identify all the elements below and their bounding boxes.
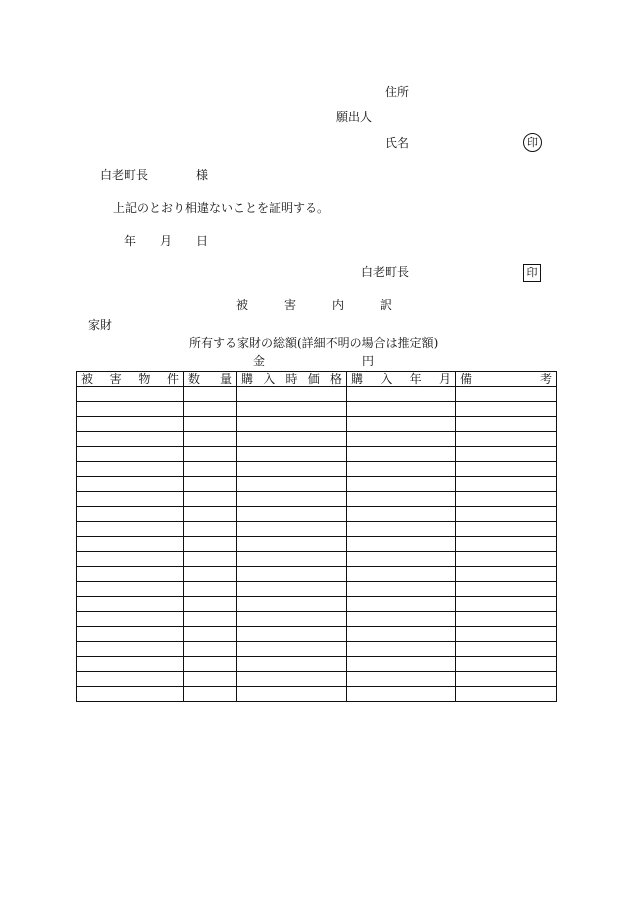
addressee-honorific: 様: [196, 168, 209, 182]
table-cell[interactable]: [347, 507, 456, 522]
table-cell[interactable]: [347, 672, 456, 687]
table-row: [77, 462, 557, 477]
table-cell[interactable]: [456, 612, 557, 627]
amount-prefix: 金: [253, 354, 266, 368]
name-label: 氏名: [385, 136, 410, 150]
table-cell[interactable]: [347, 432, 456, 447]
table-cell[interactable]: [184, 507, 237, 522]
table-cell[interactable]: [456, 582, 557, 597]
header-char: 備: [460, 372, 473, 386]
table-row: [77, 447, 557, 462]
header-remarks: [456, 372, 557, 387]
header-char: 考: [539, 372, 552, 386]
damage-title-char: 内: [331, 298, 344, 312]
table-row: [77, 432, 557, 447]
table-cell[interactable]: [456, 492, 557, 507]
address-label: 住所: [385, 85, 410, 99]
table-cell[interactable]: [347, 462, 456, 477]
header-purchase-date: [347, 372, 456, 387]
applicant-label: 願出人: [336, 110, 373, 124]
table-cell[interactable]: [456, 672, 557, 687]
table-row: [77, 612, 557, 627]
table-cell[interactable]: [77, 567, 184, 582]
header-damaged-item: [77, 372, 184, 387]
table-cell[interactable]: [77, 597, 184, 612]
table-cell[interactable]: [237, 522, 347, 537]
table-cell[interactable]: [184, 522, 237, 537]
table-cell[interactable]: [456, 657, 557, 672]
table-cell[interactable]: [77, 612, 184, 627]
table-cell[interactable]: [184, 612, 237, 627]
table-cell[interactable]: [347, 417, 456, 432]
table-cell[interactable]: [184, 477, 237, 492]
table-cell[interactable]: [77, 582, 184, 597]
table-cell[interactable]: [77, 447, 184, 462]
table-cell[interactable]: [184, 582, 237, 597]
header-purchase-price: [237, 372, 347, 387]
table-cell[interactable]: [237, 642, 347, 657]
date-day-label: 日: [196, 234, 209, 248]
date-year-label: 年: [124, 234, 137, 248]
header-char: 入: [263, 372, 276, 386]
table-cell[interactable]: [456, 522, 557, 537]
table-cell[interactable]: [237, 552, 347, 567]
amount-suffix: 円: [362, 354, 375, 368]
table-row: [77, 627, 557, 642]
table-row: [77, 657, 557, 672]
table-cell[interactable]: [77, 657, 184, 672]
table-cell[interactable]: [77, 492, 184, 507]
damage-title-char: 被: [236, 298, 249, 312]
table-cell[interactable]: [184, 432, 237, 447]
table-cell[interactable]: [77, 642, 184, 657]
applicant-seal: 印: [523, 133, 542, 152]
table-row: [77, 597, 557, 612]
table-cell[interactable]: [237, 672, 347, 687]
table-cell[interactable]: [184, 642, 237, 657]
table-cell[interactable]: [237, 612, 347, 627]
table-cell[interactable]: [347, 567, 456, 582]
table-cell[interactable]: [347, 402, 456, 417]
table-cell[interactable]: [77, 627, 184, 642]
table-cell[interactable]: [347, 597, 456, 612]
table-cell[interactable]: [237, 567, 347, 582]
header-char: 害: [109, 372, 122, 386]
header-chars: [188, 372, 232, 386]
header-chars: [241, 372, 342, 386]
table-cell[interactable]: [184, 462, 237, 477]
table-cell[interactable]: [237, 477, 347, 492]
issuer-seal: 印: [523, 264, 541, 282]
table-cell[interactable]: [77, 537, 184, 552]
table-cell[interactable]: [77, 522, 184, 537]
table-cell[interactable]: [184, 387, 237, 402]
table-cell[interactable]: [237, 507, 347, 522]
table-cell[interactable]: [456, 432, 557, 447]
header-quantity: [184, 372, 237, 387]
table-cell[interactable]: [456, 552, 557, 567]
table-cell[interactable]: [456, 402, 557, 417]
table-cell[interactable]: [184, 567, 237, 582]
table-cell[interactable]: [77, 462, 184, 477]
table-cell[interactable]: [347, 687, 456, 702]
header-chars: [351, 372, 451, 386]
table-row: [77, 552, 557, 567]
table-row: [77, 492, 557, 507]
table-cell[interactable]: [237, 402, 347, 417]
table-cell[interactable]: [237, 447, 347, 462]
damage-title-char: 訳: [379, 298, 392, 312]
header-chars: [460, 372, 552, 386]
header-char: 量: [219, 372, 232, 386]
table-cell[interactable]: [237, 462, 347, 477]
header-char: 時: [285, 372, 298, 386]
addressee-name: 白老町長: [100, 168, 149, 182]
table-cell[interactable]: [184, 627, 237, 642]
table-cell[interactable]: [77, 402, 184, 417]
table-row: [77, 402, 557, 417]
header-char: 購: [351, 372, 364, 386]
category-label: 家財: [88, 318, 113, 332]
table-cell[interactable]: [77, 432, 184, 447]
table-cell[interactable]: [237, 387, 347, 402]
table-cell[interactable]: [456, 642, 557, 657]
table-row: [77, 567, 557, 582]
table-row: [77, 672, 557, 687]
table-cell[interactable]: [456, 507, 557, 522]
table-cell[interactable]: [184, 552, 237, 567]
table-cell[interactable]: [77, 507, 184, 522]
table-cell[interactable]: [347, 657, 456, 672]
table-row: [77, 687, 557, 702]
header-char: 年: [409, 372, 422, 386]
table-cell[interactable]: [77, 417, 184, 432]
table-cell[interactable]: [237, 417, 347, 432]
table-cell[interactable]: [77, 687, 184, 702]
table-cell[interactable]: [77, 387, 184, 402]
table-cell[interactable]: [184, 672, 237, 687]
table-cell[interactable]: [347, 627, 456, 642]
table-cell[interactable]: [184, 657, 237, 672]
table-cell[interactable]: [456, 387, 557, 402]
header-char: 物: [138, 372, 151, 386]
date-month-label: 月: [160, 234, 173, 248]
header-char: 被: [81, 372, 94, 386]
table-cell[interactable]: [347, 492, 456, 507]
table-cell[interactable]: [456, 537, 557, 552]
table-cell[interactable]: [237, 537, 347, 552]
table-cell[interactable]: [347, 447, 456, 462]
table-cell[interactable]: [347, 642, 456, 657]
table-cell[interactable]: [184, 492, 237, 507]
header-chars: [81, 372, 179, 386]
table-cell[interactable]: [237, 432, 347, 447]
table-cell[interactable]: [347, 477, 456, 492]
table-cell[interactable]: [237, 687, 347, 702]
header-char: 格: [329, 372, 342, 386]
table-cell[interactable]: [184, 447, 237, 462]
table-row: [77, 537, 557, 552]
header-char: 件: [166, 372, 179, 386]
table-cell[interactable]: [347, 582, 456, 597]
table-cell[interactable]: [237, 657, 347, 672]
table-row: [77, 417, 557, 432]
table-cell[interactable]: [456, 627, 557, 642]
header-char: 購: [241, 372, 254, 386]
table-cell[interactable]: [237, 492, 347, 507]
table-row: [77, 582, 557, 597]
table-cell[interactable]: [347, 522, 456, 537]
header-char: 入: [380, 372, 393, 386]
table-cell[interactable]: [456, 687, 557, 702]
table-row: [77, 387, 557, 402]
table-cell[interactable]: [456, 462, 557, 477]
table-cell[interactable]: [237, 627, 347, 642]
table-cell[interactable]: [77, 477, 184, 492]
table-cell[interactable]: [184, 417, 237, 432]
table-cell[interactable]: [456, 597, 557, 612]
damage-title-char: 害: [283, 298, 296, 312]
header-char: 月: [438, 372, 451, 386]
damage-table: [76, 371, 557, 702]
table-cell[interactable]: [77, 672, 184, 687]
table-row: [77, 522, 557, 537]
table-cell[interactable]: [456, 417, 557, 432]
table-cell[interactable]: [184, 687, 237, 702]
table-cell[interactable]: [456, 447, 557, 462]
table-row: [77, 477, 557, 492]
table-cell[interactable]: [237, 597, 347, 612]
table-cell[interactable]: [456, 567, 557, 582]
damage-title: [236, 298, 392, 312]
header-char: 価: [307, 372, 320, 386]
header-char: 数: [188, 372, 201, 386]
total-caption: 所有する家財の総額(詳細不明の場合は推定額): [189, 336, 439, 350]
table-cell[interactable]: [347, 612, 456, 627]
table-header-row: [77, 372, 557, 387]
table-cell[interactable]: [347, 537, 456, 552]
table-cell[interactable]: [184, 537, 237, 552]
table-row: [77, 507, 557, 522]
table-row: [77, 642, 557, 657]
table-cell[interactable]: [347, 387, 456, 402]
certification-statement: 上記のとおり相違ないことを証明する。: [113, 201, 330, 215]
table-cell[interactable]: [184, 402, 237, 417]
table-cell[interactable]: [347, 552, 456, 567]
issuer-name: 白老町長: [361, 265, 410, 279]
table-cell[interactable]: [184, 597, 237, 612]
table-cell[interactable]: [237, 582, 347, 597]
table-cell[interactable]: [77, 552, 184, 567]
table-cell[interactable]: [456, 477, 557, 492]
